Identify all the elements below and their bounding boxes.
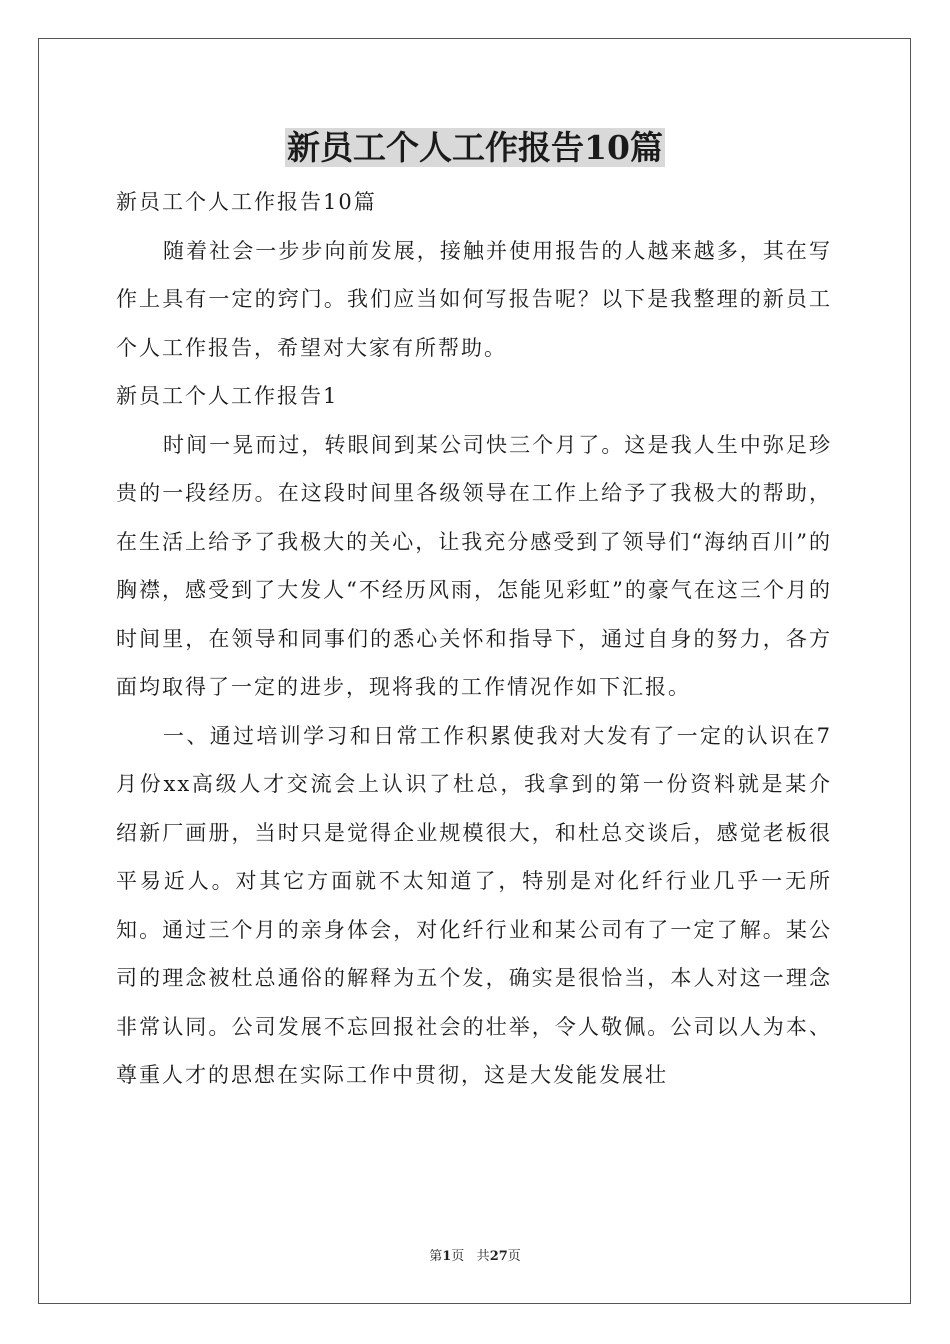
body-paragraph: 一、通过培训学习和日常工作积累使我对大发有了一定的认识在7月份xx高级人才交流会上认识了杜总，我拿到的第一份资料就是某介绍新厂画册，当时只是觉得企业规模很大，和杜总交谈后，感觉老板很平易近人。对其它方面就不太知道了，特别是对化纤行业几乎一无所知。通过三个月的亲身体会，对化纤行业和某公司有了一定了解。某公司的理念被杜总通俗的解释为五个发，确实是很恰当，本人对这一理念非常认同。公司发展不忘回报社会的壮举，令人敬佩。公司以人为本、尊重人才的思想在实际工作中贯彻，这是大发能发展壮: [116, 723, 832, 1087]
page-number: 1: [442, 1249, 452, 1264]
section-heading: 新员工个人工作报告1: [116, 384, 339, 408]
intro-paragraph: 随着社会一步步向前发展，接触并使用报告的人越来越多，其在写作上具有一定的窍门。我们应当如何写报告呢？以下是我整理的新员工个人工作报告，希望对大家有所帮助。: [116, 238, 832, 360]
footer-total-suffix: 页: [507, 1249, 521, 1264]
page-footer: [0, 1248, 950, 1266]
footer-total-prefix: 共: [476, 1249, 490, 1264]
document-body: [116, 178, 832, 1100]
body-paragraph: 时间一晃而过，转眼间到某公司快三个月了。这是我人生中弥足珍贵的一段经历。在这段时间里各级领导在工作上给予了我极大的帮助，在生活上给予了我极大的关心，让我充分感受到了领导们“海纳百川”的胸襟，感受到了大发人“不经历风雨，怎能见彩虹”的豪气在这三个月的时间里，在领导和同事们的悉心关怀和指导下，通过自身的努力，各方面均取得了一定的进步，现将我的工作情况作如下汇报。: [116, 432, 832, 699]
subtitle-line: 新员工个人工作报告10篇: [116, 190, 377, 214]
footer-prefix: 第: [429, 1249, 443, 1264]
footer-page-suffix: 页: [451, 1249, 465, 1264]
document-title-text: 新员工个人工作报告10篇: [287, 128, 663, 167]
document-title: [0, 126, 950, 170]
total-pages: 27: [489, 1249, 508, 1264]
